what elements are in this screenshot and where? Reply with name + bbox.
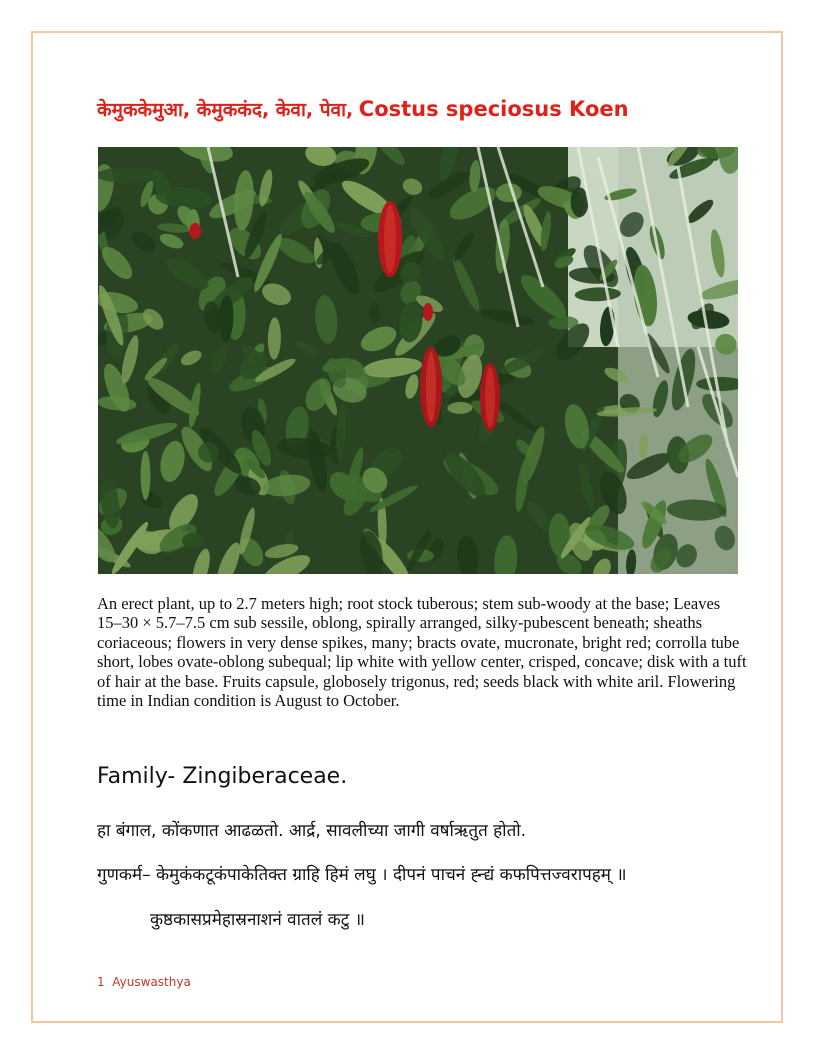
distribution-text: हा बंगाल, कोंकणात आढळतो. आर्द्र, सावलीच्या जागी वर्षाऋतुत होतो. — [97, 821, 527, 841]
footer-label: Ayuswasthya — [112, 975, 191, 989]
plant-photo-illustration — [98, 147, 738, 574]
title-latin-name: Costus speciosus Koen — [358, 97, 629, 121]
page-title — [97, 96, 737, 122]
plant-photo — [98, 147, 738, 574]
gunakarma-verse: गुणकर्म– केमुकंकटूकंपाकेतिक्त ग्राहि हिमं लघु । दीपनं पाचनं ह्न्द्यं कफपित्तज्वरापहम् ॥ — [97, 865, 627, 885]
title-hindi-names: केमुककेमुआ, केमुककंद, केवा, पेवा, — [97, 99, 354, 121]
leaf-shape — [141, 451, 151, 500]
page-footer — [97, 975, 191, 989]
family-name: Family- Zingiberaceae. — [97, 764, 348, 789]
plant-description: An erect plant, up to 2.7 meters high; root stock tuberous; stem sub-woody at the base; Leaves 15–30 × 5.7–7.5 cm sub sessile, oblong, spirally arranged, silky-pubescent beneath; sheaths coriaceous; flowers in very dense spikes, many; bracts ovate, mucronate, bright red; corrolla tube short, lobes ovate-oblong subequal; lip white with yellow center, crisped, concave; disk with a tuft of hair at the base. Fruits capsule, globosely trigonus, red; seeds black with white aril. Flowering time in Indian condition is August to October. — [97, 594, 747, 711]
gunakarma-verse-continuation: कुष्ठकासप्रमेहास्रनाशनं वातलं कटु ॥ — [150, 910, 365, 930]
page-number: 1 — [97, 975, 105, 989]
